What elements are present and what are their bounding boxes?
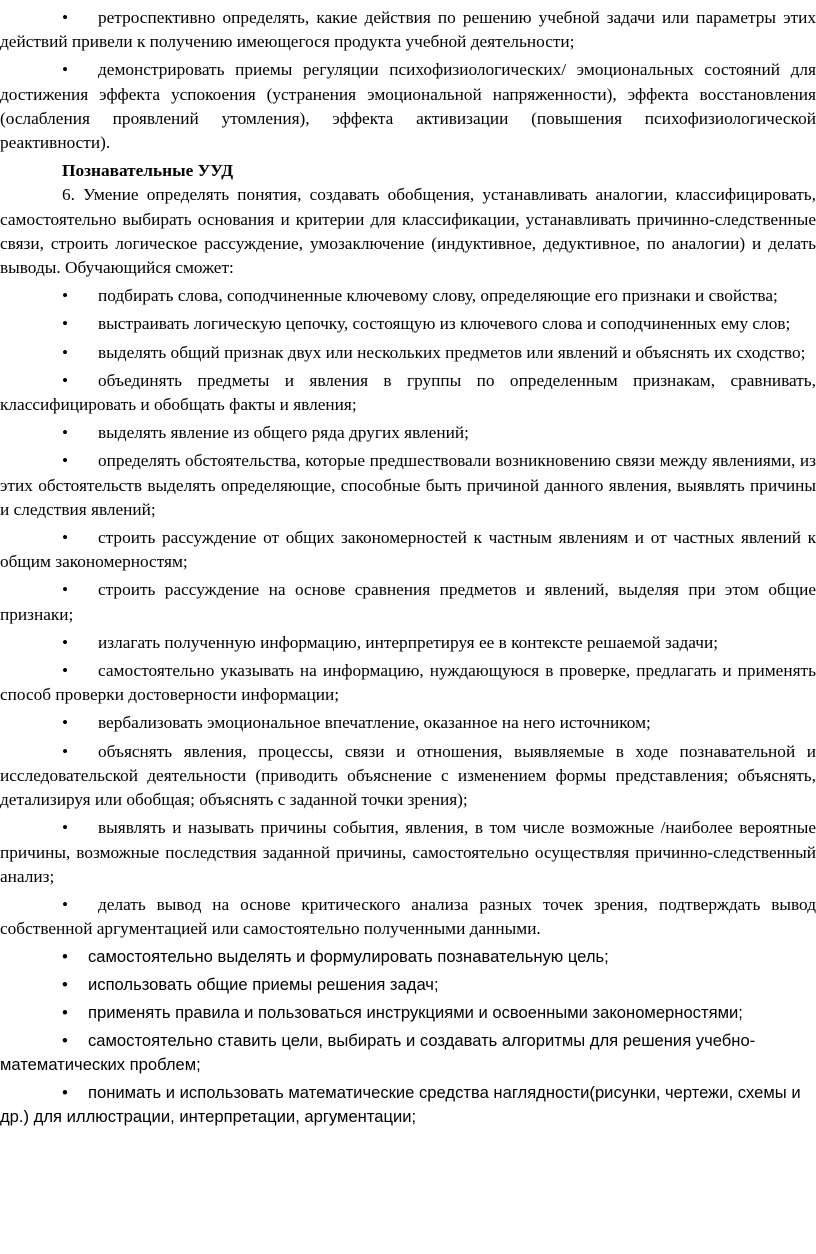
bullet-item [0, 711, 816, 735]
bullet-text: выстраивать логическую цепочку, состоящую из ключевого слова и соподчиненных ему слов; [98, 314, 791, 334]
bullet-text: определять обстоятельства, которые предшествовали возникновению связи между явлениями, из этих обстоятельств выделять определяющие, способные быть причиной данного явления, выявлять причины и следствия явлений; [0, 451, 816, 519]
bullet-text: использовать общие приемы решения задач; [88, 975, 439, 995]
bullet-marker: • [62, 1031, 68, 1051]
bullet-text: вербализовать эмоциональное впечатление, оказанное на него источником; [98, 713, 651, 733]
bullet-text: выявлять и называть причины события, явления, в том числе возможные /наиболее вероятные причины, возможные последствия заданной причины, самостоятельно осуществляя причинно-следственный анализ; [0, 818, 816, 886]
bullet-item [0, 449, 816, 522]
bullet-item [0, 1001, 816, 1025]
bullet-item [0, 945, 816, 969]
bullet-item [0, 6, 816, 54]
bullet-marker: • [62, 818, 69, 838]
bullet-text: объяснять явления, процессы, связи и отношения, выявляемые в ходе познавательной и исследовательской деятельности (приводить объяснение с изменением формы представления; объяснять, детализируя или обобщая; объяснять с заданной точки зрения); [0, 741, 816, 810]
bullet-text: самостоятельно ставить цели, выбирать и создавать алгоритмы для решения учебно-математических проблем; [0, 1031, 756, 1075]
bullet-item [0, 973, 816, 997]
bullet-item [0, 421, 816, 445]
bullet-marker: • [62, 632, 69, 652]
bullet-text: подбирать слова, соподчиненные ключевому слову, определяющие его признаки и свойства; [98, 286, 778, 306]
bullet-marker: • [62, 528, 69, 548]
bullet-text: выделять общий признак двух или нескольких предметов или явлений и объяснять их сходство; [98, 342, 806, 362]
bullet-text: строить рассуждение от общих закономерностей к частным явлениям и от частных явлений к общим закономерностям; [0, 528, 816, 572]
bullet-item [0, 312, 816, 336]
bullet-item [0, 341, 816, 365]
bullet-text: понимать и использовать математические средства наглядности(рисунки, чертежи, схемы и др.) для иллюстрации, интерпретации, аргументации; [0, 1083, 801, 1127]
bullet-item [0, 1029, 816, 1077]
bullet-item [0, 1081, 816, 1129]
bullet-marker: • [62, 342, 69, 362]
bullet-marker: • [62, 661, 69, 681]
bullet-text: выделять явление из общего ряда других явлений; [98, 423, 469, 443]
section-heading: Познавательные УУД [62, 161, 234, 181]
bullet-text: делать вывод на основе критического анализа разных точек зрения, подтверждать вывод собственной аргументацией или самостоятельно полученными данными. [0, 894, 816, 939]
bullet-marker: • [62, 370, 69, 390]
bullet-marker: • [62, 8, 69, 27]
bullet-text: строить рассуждение на основе сравнения предметов и явлений, выделяя при этом общие признаки; [0, 580, 816, 624]
bullet-text: излагать полученную информацию, интерпретируя ее в контексте решаемой задачи; [98, 632, 719, 652]
bullet-text: объединять предметы и явления в группы по определенным признакам, сравнивать, классифицировать и обобщать факты и явления; [0, 370, 816, 415]
bullet-item [0, 816, 816, 889]
bullet-item [0, 369, 816, 417]
bullet-marker: • [62, 741, 69, 761]
bullet-text: применять правила и пользоваться инструкциями и освоенными закономерностями; [88, 1003, 743, 1023]
bullet-item [0, 578, 816, 626]
bullet-marker: • [62, 423, 69, 443]
bullet-marker: • [62, 580, 69, 600]
bullet-item [0, 659, 816, 707]
bullet-marker: • [62, 1083, 68, 1103]
bullet-text: самостоятельно указывать на информацию, нуждающуюся в проверке, предлагать и применять способ проверки достоверности информации; [0, 661, 816, 705]
bullet-item [0, 740, 816, 813]
bullet-text: демонстрировать приемы регуляции психофизиологических/ эмоциональных состояний для достижения эффекта успокоения (устранения эмоциональной напряженности), эффекта восстановления (ослабления проявлений утомления), эффекта активизации (повышения психофизиологической реактивности). [0, 60, 816, 153]
bullet-item [0, 893, 816, 941]
bullet-marker: • [62, 975, 68, 995]
bullet-marker: • [62, 947, 68, 967]
bullet-item [0, 631, 816, 655]
bullet-item [0, 284, 816, 308]
bullet-marker: • [62, 451, 69, 471]
bullet-text: ретроспективно определять, какие действия по решению учебной задачи или параметры этих действий привели к получению имеющегося продукта учебной деятельности; [0, 8, 816, 52]
numbered-paragraph: 6. Умение определять понятия, создавать обобщения, устанавливать аналогии, классифицировать, самостоятельно выбирать основания и критерии для классификации, устанавливать причинно-следственные связи, строить логическое рассуждение, умозаключение (индуктивное, дедуктивное, по аналогии) и делать выводы. Обучающийся сможет: [0, 185, 816, 278]
bullet-text: самостоятельно выделять и формулировать познавательную цель; [88, 947, 609, 967]
bullet-marker: • [62, 314, 69, 334]
bullet-item [0, 526, 816, 574]
bullet-marker: • [62, 894, 69, 914]
bullet-item [0, 58, 816, 155]
bullet-marker: • [62, 1003, 68, 1023]
bullet-marker: • [62, 713, 69, 733]
bullet-marker: • [62, 286, 69, 306]
bullet-marker: • [62, 60, 69, 80]
